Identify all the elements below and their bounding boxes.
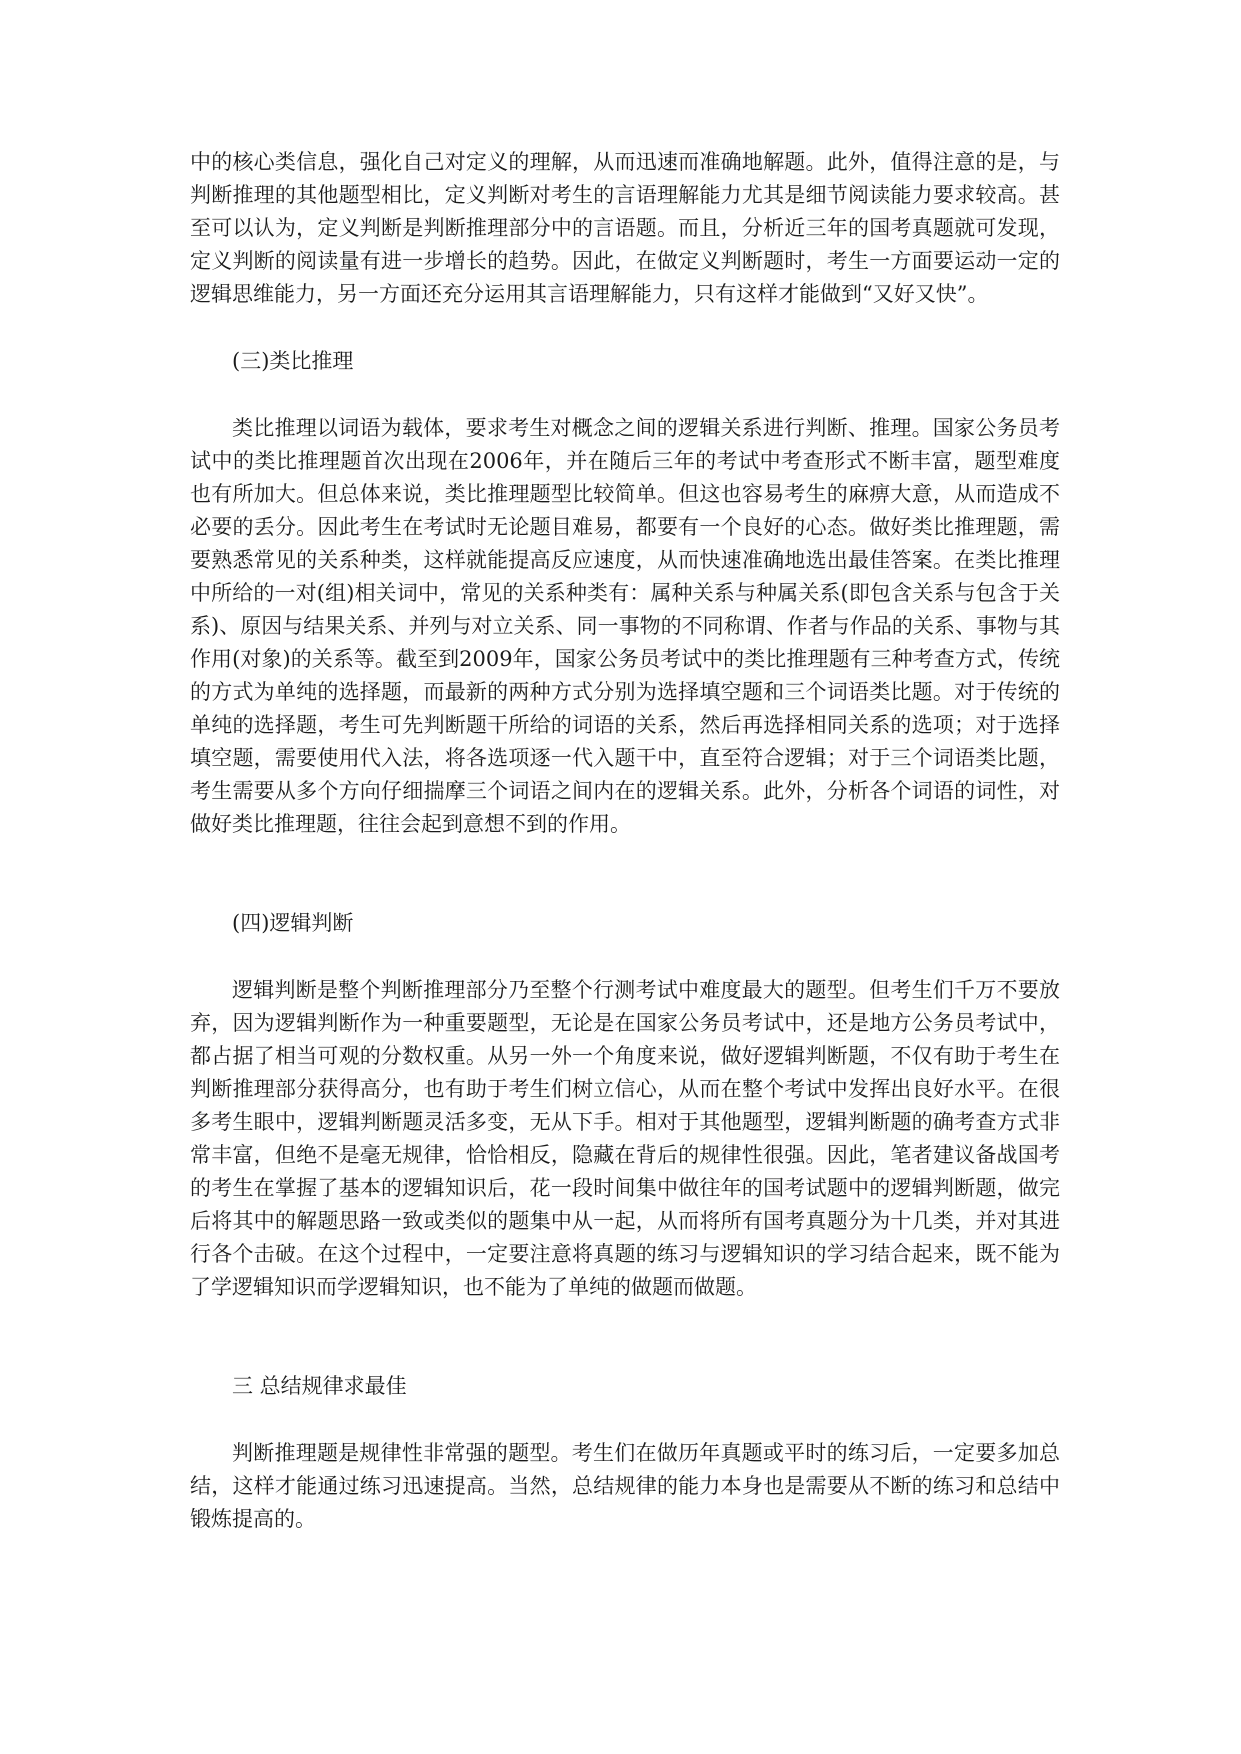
paragraph-definition-judgment-conclusion: 中的核心类信息，强化自己对定义的理解，从而迅速而准确地解题。此外，值得注意的是，与判断推理的其他题型相比，定义判断对考生的言语理解能力尤其是细节阅读能力要求较高。甚至可以认为，定义判断是判断推理部分中的言语题。而且，分析近三年的国考真题就可发现，定义判断的阅读量有进一步增长的趋势。因此，在做定义判断题时，考生一方面要运动一定的逻辑思维能力，另一方面还充分运用其言语理解能力，只有这样才能做到“又好又快”。 (190, 150, 1060, 306)
section-heading-analogy-reasoning: (三)类比推理 (232, 349, 354, 373)
paragraph-logical-judgment: 逻辑判断是整个判断推理部分乃至整个行测考试中难度最大的题型。但考生们千万不要放弃，因为逻辑判断作为一种重要题型，无论是在国家公务员考试中，还是地方公务员考试中，都占据了相当可观的分数权重。从另一外一个角度来说，做好逻辑判断题，不仅有助于考生在判断推理部分获得高分，也有助于考生们树立信心，从而在整个考试中发挥出良好水平。在很多考生眼中，逻辑判断题灵活多变，无从下手。相对于其他题型，逻辑判断题的确考查方式非常丰富，但绝不是毫无规律，恰恰相反，隐藏在背后的规律性很强。因此，笔者建议备战国考的考生在掌握了基本的逻辑知识后，花一段时间集中做往年的国考试题中的逻辑判断题，做完后将其中的解题思路一致或类似的题集中从一起，从而将所有国考真题分为十几类，并对其进行各个击破。在这个过程中，一定要注意将真题的练习与逻辑知识的学习结合起来，既不能为了学逻辑知识而学逻辑知识，也不能为了单纯的做题而做题。 (190, 978, 1060, 1299)
section-heading-summarize-rules: 三 总结规律求最佳 (232, 1374, 407, 1398)
paragraph-summarize-rules: 判断推理题是规律性非常强的题型。考生们在做历年真题或平时的练习后，一定要多加总结，这样才能通过练习迅速提高。当然，总结规律的能力本身也是需要从不断的练习和总结中锻炼提高的。 (190, 1441, 1060, 1531)
paragraph-analogy-reasoning: 类比推理以词语为载体，要求考生对概念之间的逻辑关系进行判断、推理。国家公务员考试中的类比推理题首次出现在2006年，并在随后三年的考试中考查形式不断丰富，题型难度也有所加大。但总体来说，类比推理题型比较简单。但这也容易考生的麻痹大意，从而造成不必要的丢分。因此考生在考试时无论题目难易，都要有一个良好的心态。做好类比推理题，需要熟悉常见的关系种类，这样就能提高反应速度，从而快速准确地选出最佳答案。在类比推理中所给的一对(组)相关词中，常见的关系种类有：属种关系与种属关系(即包含关系与包含于关系)、原因与结果关系、并列与对立关系、同一事物的不同称谓、作者与作品的关系、事物与其作用(对象)的关系等。截至到2009年，国家公务员考试中的类比推理题有三种考查方式，传统的方式为单纯的选择题，而最新的两种方式分别为选择填空题和三个词语类比题。对于传统的单纯的选择题，考生可先判断题干所给的词语的关系，然后再选择相同关系的选项；对于选择填空题，需要使用代入法，将各选项逐一代入题干中，直至符合逻辑；对于三个词语类比题，考生需要从多个方向仔细揣摩三个词语之间内在的逻辑关系。此外，分析各个词语的词性，对做好类比推理题，往往会起到意想不到的作用。 (190, 416, 1060, 836)
section-heading-logical-judgment: (四)逻辑判断 (232, 911, 354, 935)
document-body (190, 146, 1060, 1536)
